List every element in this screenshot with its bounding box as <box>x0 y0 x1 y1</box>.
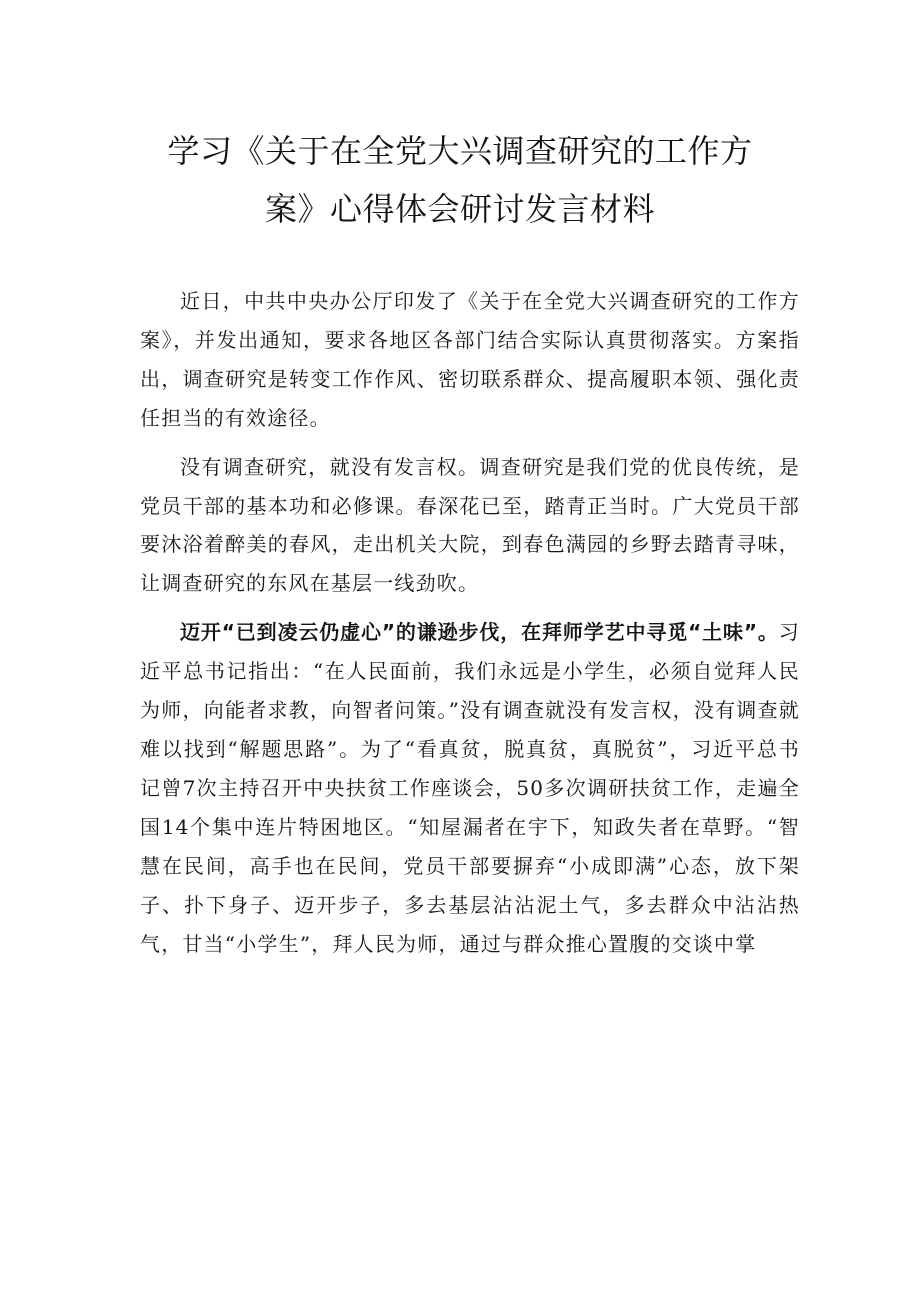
paragraph-3-text: 习近平总书记指出：“在人民面前，我们永远是小学生，必须自觉拜人民为师，向能者求教，向智者问策。”没有调查就没有发言权，没有调查就难以找到“解题思路”。为了“看真贫，脱真贫，真脱贫”，习近平总书记曾7次主持召开中央扶贫工作座谈会，50多次调研扶贫工作，走遍全国14个集中连片特困地区。“知屋漏者在宇下，知政失者在草野。“智慧在民间，高手也在民间，党员干部要摒弃“小成即满”心态，放下架子、扑下身子、迈开步子，多去基层沾沾泥土气，多去群众中沾沾热气，甘当“小学生”，拜人民为师，通过与群众推心置腹的交谈中掌 <box>140 620 800 956</box>
title-line-1: 学习《关于在全党大兴调查研究的工作方 <box>167 132 753 170</box>
paragraph-2 <box>140 448 800 604</box>
document-title <box>120 122 800 238</box>
paragraph-1 <box>140 282 800 438</box>
paragraph-1-text: 近日，中共中央办公厅印发了《关于在全党大兴调查研究的工作方案》，并发出通知，要求各地区各部门结合实际认真贯彻落实。方案指出，调查研究是转变工作作风、密切联系群众、提高履职本领、强化责任担当的有效途径。 <box>140 289 800 430</box>
paragraph-3 <box>140 613 800 963</box>
paragraph-2-text: 没有调查研究，就没有发言权。调查研究是我们党的优良传统，是党员干部的基本功和必修课。春深花已至，踏青正当时。广大党员干部要沐浴着醉美的春风，走出机关大院，到春色满园的乡野去踏青寻味，让调查研究的东风在基层一线劲吹。 <box>140 454 800 596</box>
document-body <box>140 282 800 973</box>
title-line-2: 案》心得体会研讨发言材料 <box>264 190 655 228</box>
paragraph-3-lead: 迈开“已到凌云仍虚心”的谦逊步伐，在拜师学艺中寻觅“土味”。 <box>180 620 779 645</box>
